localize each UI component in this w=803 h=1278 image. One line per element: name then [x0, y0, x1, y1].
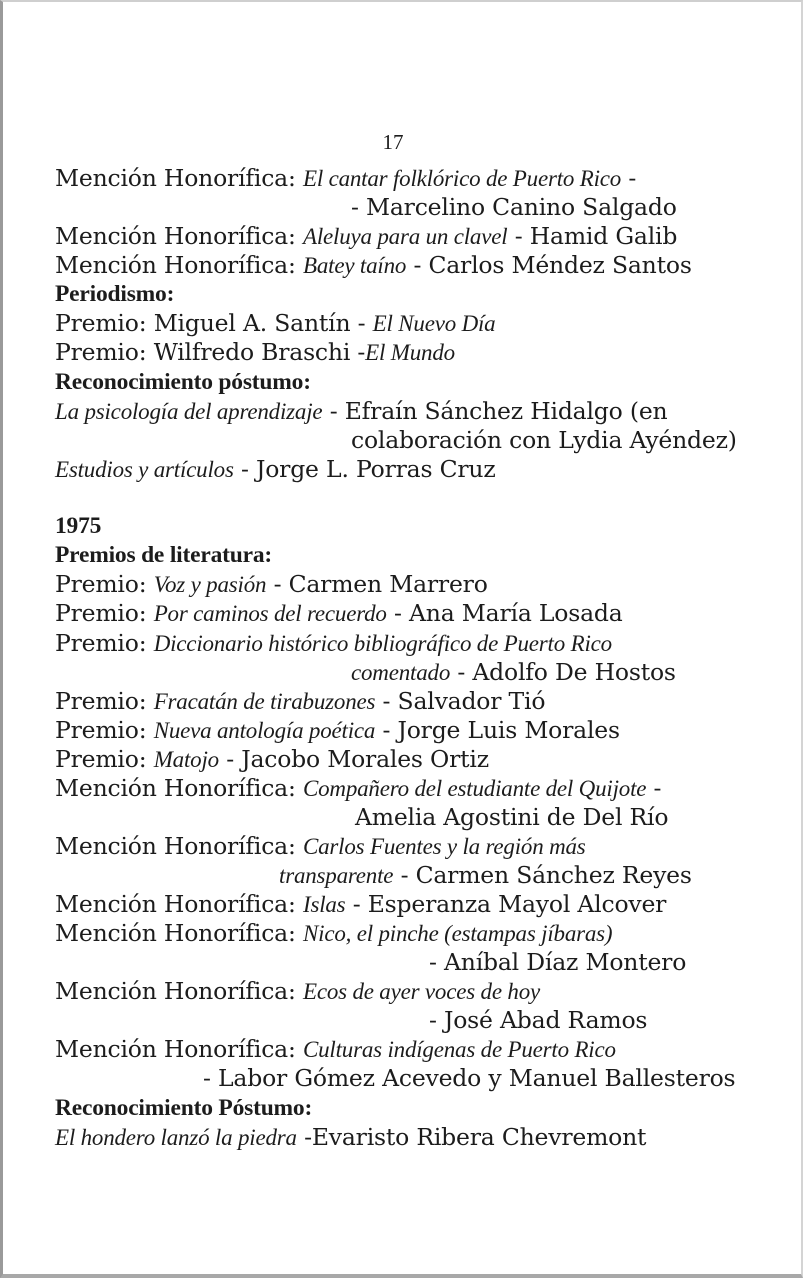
section-heading-postumo: Reconocimiento póstumo: — [55, 369, 311, 395]
work-title: Culturas indígenas de Puerto Rico — [302, 1037, 616, 1062]
award-label: Mención Honorífica: — [55, 890, 303, 918]
publication: El Mundo — [365, 340, 455, 365]
author: - Ana María Losada — [386, 599, 623, 627]
author-line: - Marcelino Canino Salgado — [351, 193, 677, 221]
award-label: Mención Honorífica: — [55, 1035, 303, 1063]
premio-line — [55, 309, 495, 338]
author: - Carlos Méndez Santos — [406, 251, 692, 279]
work-title: Carlos Fuentes y la región más — [302, 834, 586, 859]
award-label: Mención Honorífica: — [55, 977, 303, 1005]
mencion-line — [55, 222, 677, 251]
author: - Adolfo De Hostos — [450, 658, 676, 686]
postumo-line — [55, 455, 496, 484]
section-heading-periodismo: Periodismo: — [55, 281, 175, 307]
work-title-cont: comentado — [351, 660, 451, 685]
award-label: Mención Honorífica: — [55, 251, 303, 279]
work-title: Diccionario histórico bibliográfico de Puerto Rico — [153, 631, 612, 656]
author: -Evaristo Ribera Chevremont — [296, 1123, 647, 1151]
award-label: Mención Honorífica: — [55, 832, 303, 860]
author: - Efraín Sánchez Hidalgo (en — [322, 397, 668, 425]
postumo-line — [55, 1123, 646, 1152]
award-label: Premio: Miguel A. Santín - — [55, 309, 373, 337]
award-label: Mención Honorífica: — [55, 919, 303, 947]
mencion-line — [55, 890, 666, 919]
author: - Hamid Galib — [507, 222, 678, 250]
work-title: Ecos de ayer voces de hoy — [302, 979, 541, 1004]
author-line: - José Abad Ramos — [429, 1006, 648, 1034]
work-title: Fracatán de tirabuzones — [153, 689, 376, 714]
award-label: Premio: — [55, 687, 154, 715]
work-title: Nueva antología poética — [153, 718, 376, 743]
award-label: Premio: — [55, 570, 154, 598]
premio-line — [55, 745, 489, 774]
award-label: Premio: — [55, 599, 154, 627]
work-title: El cantar folklórico de Puerto Rico — [302, 166, 622, 191]
work-title: Matojo — [153, 747, 219, 772]
author-line: - Labor Gómez Acevedo y Manuel Ballesteros — [203, 1064, 736, 1092]
work-title: Compañero del estudiante del Quijote — [302, 776, 647, 801]
continuation-line: colaboración con Lydia Ayéndez) — [351, 426, 737, 454]
author: - Jacobo Morales Ortiz — [218, 745, 489, 773]
mencion-line — [55, 164, 636, 193]
work-title: Islas — [302, 892, 346, 917]
work-title: Voz y pasión — [153, 572, 267, 597]
work-title: Batey taíno — [302, 253, 407, 278]
award-label: Mención Honorífica: — [55, 774, 303, 802]
author-line: - Aníbal Díaz Montero — [429, 948, 687, 976]
author-line: Amelia Agostini de Del Río — [355, 803, 669, 831]
work-title: El hondero lanzó la piedra — [55, 1125, 297, 1150]
continuation-line — [279, 861, 692, 890]
line-tail: - — [646, 774, 662, 802]
author: - Jorge Luis Morales — [375, 716, 620, 744]
mencion-line — [55, 832, 586, 861]
work-title: Por caminos del recuerdo — [153, 601, 387, 626]
author: - Carmen Marrero — [266, 570, 488, 598]
work-title: La psicología del aprendizaje — [55, 399, 323, 424]
line-tail: - — [621, 164, 637, 192]
mencion-line — [55, 977, 540, 1006]
work-title: Aleluya para un clavel — [302, 224, 508, 249]
author: - Jorge L. Porras Cruz — [233, 455, 496, 483]
continuation-line — [351, 658, 676, 687]
author: - Carmen Sánchez Reyes — [393, 861, 692, 889]
author: - Esperanza Mayol Alcover — [345, 890, 667, 918]
award-label: Premio: — [55, 629, 154, 657]
postumo-line — [55, 397, 667, 426]
premio-line — [55, 629, 612, 658]
mencion-line — [55, 774, 661, 803]
premio-line — [55, 570, 488, 599]
premio-line — [55, 599, 623, 628]
work-title: Nico, el pinche (estampas jíbaras) — [302, 921, 613, 946]
section-heading-postumo-2: Reconocimiento Póstumo: — [55, 1095, 313, 1121]
award-label: Premio: — [55, 716, 154, 744]
mencion-line — [55, 251, 692, 280]
section-heading-premios: Premios de literatura: — [55, 542, 273, 568]
mencion-line — [55, 1035, 616, 1064]
mencion-line — [55, 919, 612, 948]
premio-line — [55, 338, 455, 367]
work-title: Estudios y artículos — [55, 457, 234, 482]
award-label: Mención Honorífica: — [55, 222, 303, 250]
premio-line — [55, 687, 545, 716]
publication: El Nuevo Día — [372, 311, 496, 336]
work-title-cont: transparente — [279, 863, 394, 888]
author: - Salvador Tió — [375, 687, 546, 715]
award-label: Premio: — [55, 745, 154, 773]
award-label: Premio: Wilfredo Braschi - — [55, 338, 366, 366]
award-label: Mención Honorífica: — [55, 164, 303, 192]
premio-line — [55, 716, 620, 745]
page-number: 17 — [382, 130, 404, 154]
year-heading: 1975 — [55, 513, 102, 539]
